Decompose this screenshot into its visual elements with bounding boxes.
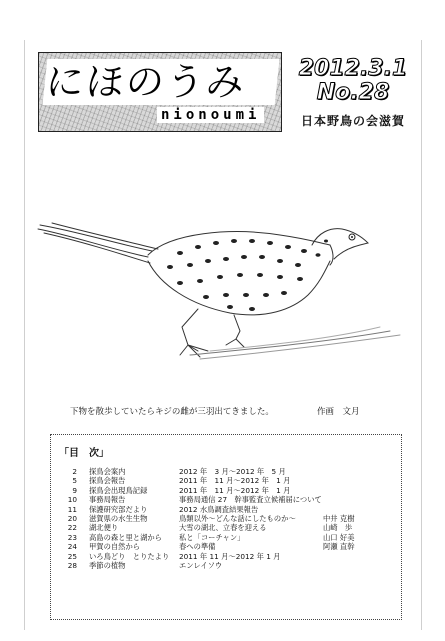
toc-section: 探鳥会出現鳥記録	[89, 485, 148, 495]
toc-page: 20	[67, 513, 77, 523]
issue-number: No.28	[316, 80, 390, 105]
toc-title: 2012 水鳥調査結果報告	[179, 504, 259, 514]
publisher-name: 日本野鳥の会滋賀	[300, 114, 405, 128]
caption-text: 下物を散歩していたらキジの雌が三羽出てきました。	[70, 407, 274, 417]
toc-title: エンレイソウ	[179, 560, 223, 570]
toc-section: 滋賀県の水生生物	[89, 513, 148, 523]
toc-row	[51, 561, 403, 570]
toc-section: 高島の森と里と湖から	[89, 532, 162, 542]
newsletter-title: にほのうみ	[43, 59, 280, 105]
illustration-caption	[70, 405, 410, 417]
toc-row	[51, 542, 403, 551]
toc-author: 山崎 歩	[323, 523, 353, 533]
toc-page: 10	[67, 495, 77, 505]
toc-row	[51, 552, 403, 561]
toc-section: 湖北便り	[89, 523, 119, 533]
toc-section: 探鳥会案内	[89, 467, 126, 476]
toc-title: 2011 年 11 月～2012 年 1 月	[179, 485, 291, 495]
toc-page: 9	[72, 485, 77, 495]
toc-row	[51, 514, 403, 523]
toc-page: 11	[67, 504, 77, 514]
toc-page: 23	[67, 532, 77, 542]
table-of-contents	[50, 434, 402, 620]
toc-section: 保護研究部だより	[89, 504, 148, 514]
masthead-banner	[38, 52, 282, 132]
toc-row	[51, 495, 403, 504]
toc-section: 甲賀の自然から	[89, 542, 141, 552]
toc-author: 中井 克樹	[323, 513, 355, 523]
toc-title: 鳥類以外～どんな話にしたものか～	[179, 513, 296, 523]
issue-date: 2012.3.1	[298, 56, 408, 81]
pheasant-illustration	[30, 205, 415, 375]
toc-row	[51, 467, 403, 476]
toc-title: 大雪の湖北、立春を迎える	[179, 523, 267, 533]
toc-page: 2	[72, 467, 77, 476]
toc-row	[51, 476, 403, 485]
toc-page: 28	[67, 560, 77, 570]
toc-author: 阿瀬 直幹	[323, 542, 355, 552]
toc-row	[51, 505, 403, 514]
toc-row	[51, 533, 403, 542]
toc-page: 22	[67, 523, 77, 533]
toc-title: 事務局通信 27 幹事監査立候補届について	[179, 495, 322, 505]
toc-list	[51, 467, 403, 570]
toc-page: 5	[72, 476, 77, 486]
toc-title: 2011 年 11 月～2012 年 1 月	[179, 551, 281, 561]
toc-title: 春への準備	[179, 542, 216, 552]
newsletter-title-romaji: nionoumi	[157, 107, 264, 123]
toc-author: 山口 好美	[323, 532, 355, 542]
toc-row	[51, 523, 403, 532]
toc-title: 2011 年 11 月～2012 年 1 月	[179, 476, 291, 486]
toc-section: 季節の植物	[89, 560, 126, 570]
artist-credit: 作画 文月	[317, 407, 360, 417]
toc-row	[51, 486, 403, 495]
toc-page: 24	[67, 542, 77, 552]
toc-heading: 「目 次」	[59, 448, 109, 459]
toc-title: 私と「コーチャン」	[179, 532, 245, 542]
toc-title: 2012 年 3 月～2012 年 5 月	[179, 467, 286, 476]
toc-section: 事務局報告	[89, 495, 126, 505]
toc-section: いろ鳥どり とりたより	[89, 551, 170, 561]
toc-section: 探鳥会報告	[89, 476, 126, 486]
toc-page: 25	[67, 551, 77, 561]
